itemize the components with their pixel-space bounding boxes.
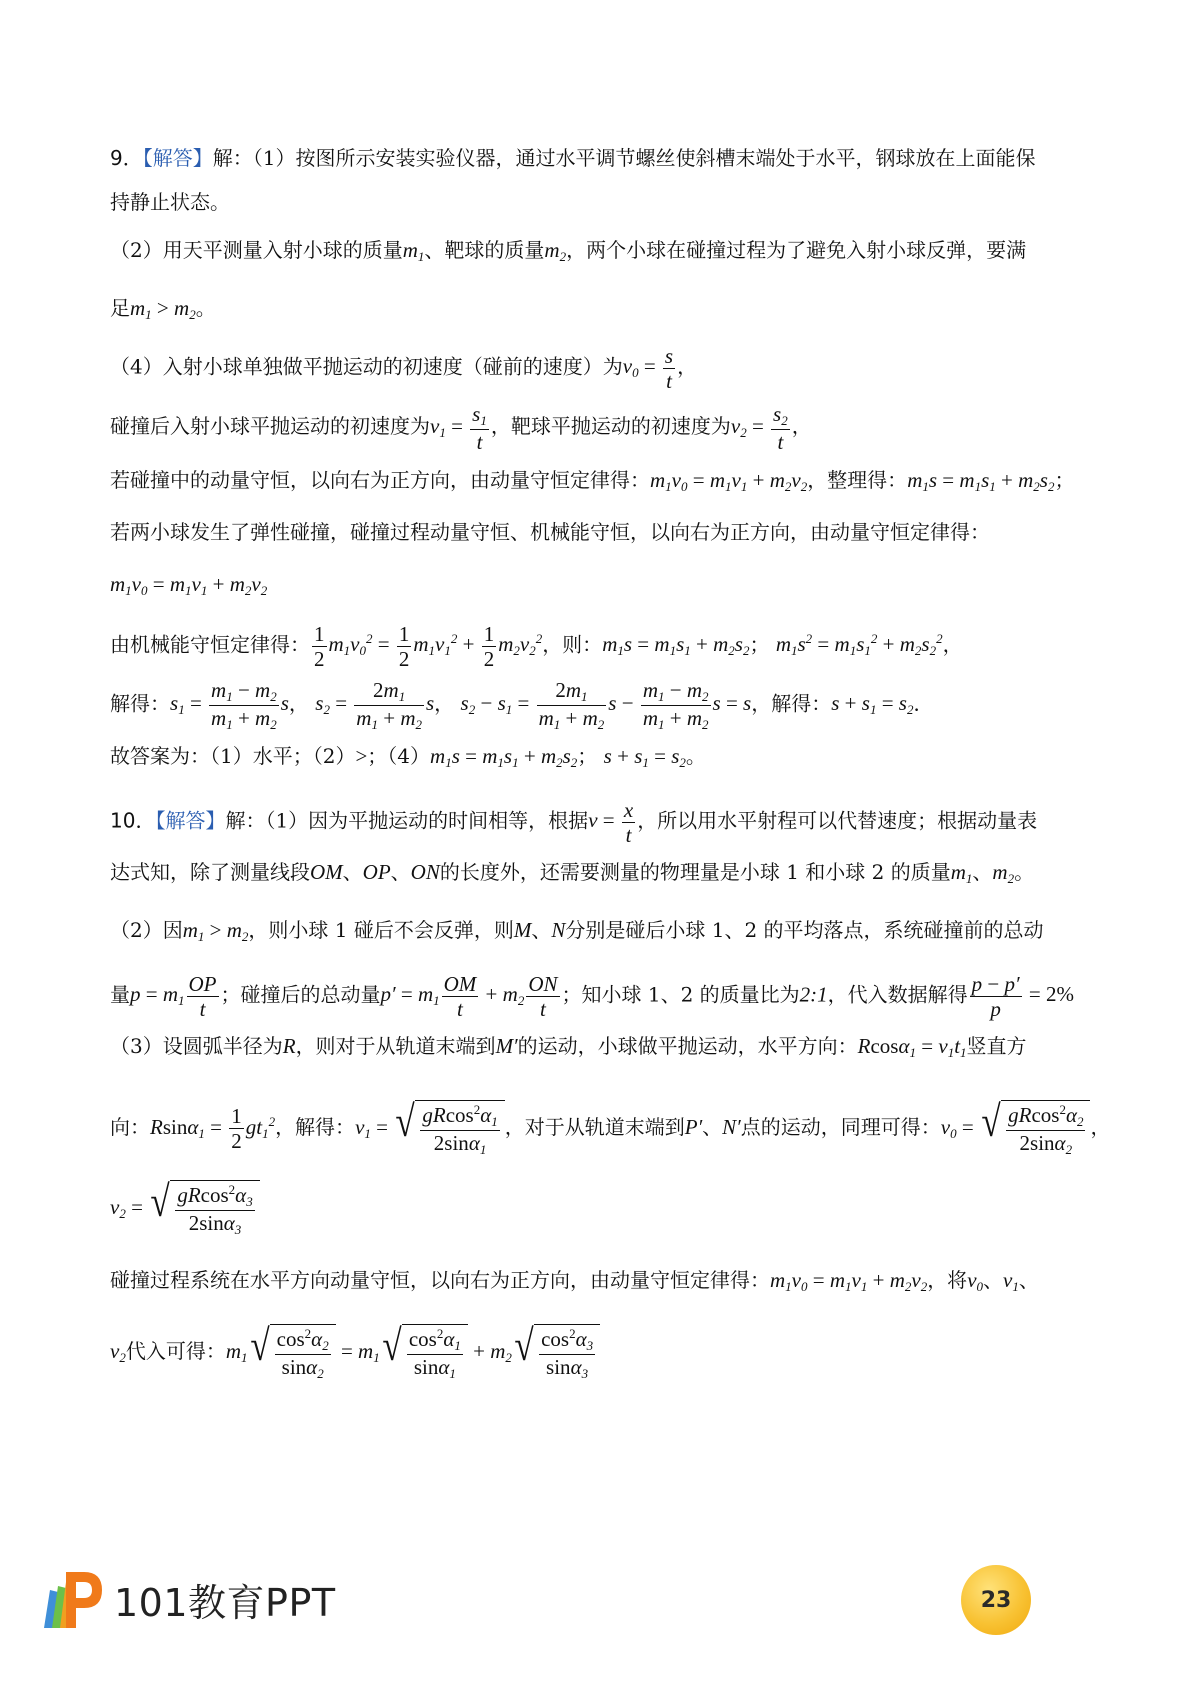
text: 分别是碰后小球 1、2 的平均落点，系统碰撞前的总动 [565,918,1044,942]
text: 碰撞后入射小球平抛运动的初速度为 [110,413,430,438]
q9-line-9 [110,574,267,597]
formula: $m_2$ [544,238,567,264]
q10-line-7 [110,1177,260,1238]
formula: $s_2 - s_1$ = $\frac{2m_1}{m_1 + m_2}$ s − $\frac{m_1 - m_2}{m_1 + m_2}$ s = s [460,678,752,732]
text: ，对于从轨道末端到 [504,1114,685,1139]
formula: $v_1$ = √ $\frac{gRcos^2\alpha_1}{2\sin\alpha_1}$ [355,1115,505,1139]
q10-line-1 [110,798,1037,847]
page-number: 23 [980,1587,1012,1613]
formula: $m_1v_0 = m_1v_1 + m_2v_2$ [770,1268,928,1294]
text: ；知小球 1、2 的质量比为 [561,982,800,1007]
text: 点的运动，同理可得： [740,1114,941,1139]
text: 代入可得： [125,1338,226,1363]
text: 竖直方 [966,1034,1027,1058]
formula: $s_1$ = $\frac{m_1 - m_2}{m_1 + m_2}$ s [170,678,289,732]
q10-answer-tag: 【解答】 [155,808,226,833]
text: ，所以用水平射程可以代替速度；根据动量表 [637,808,1038,833]
text: 故答案为：（1）水平；（2） [110,744,356,768]
formula: $m_1v_0 = m_1v_1 + m_2v_2$ [110,572,268,598]
formula: $m_2$ [992,860,1015,886]
formula: $Rcos\alpha_1 = v_1t_1$ [857,1034,967,1060]
q10-line-5 [110,1036,1027,1059]
formula: $m_1 > m_2$ [130,296,196,322]
q9-line-2: 持静止状态。 [110,190,230,214]
text: ；碰撞后的总动量 [220,982,381,1007]
q9-line-7: 若碰撞中的动量守恒，以向右为正方向，由动量守恒定律得：$m_1v_0 = m_1v_1 + m_2v_2$，整理得：$m_1s = m_1s_1 + m_2s_2$； [110,468,1075,494]
text: ，两个小球在碰撞过程为了避免入射小球反弹，要满 [566,238,1027,262]
q9-line-6: 碰撞后入射小球平抛运动的初速度为$v_1$ = $\frac{s_1}{t}$ ，靶球平抛运动的初速度为$v_2$ = $\frac{s_2}{t}$ ， [110,402,812,454]
text: ，解得： [751,691,832,716]
text: ，则小球 1 碰后不会反弹，则 [248,918,514,942]
formula: $m_1v_0 = m_1v_1 + m_2v_2$ [650,468,808,494]
formula: $v_0$ [967,1268,984,1294]
q10-line-6: 向：Rsinα$_1$ = $\frac{1}{2}$ $gt_1^2$，解得：$v_1$ = √ $\frac{gRcos^2\alpha_1}{2\sin\alpha_1}$ ，对于从轨道末端到P′、N′点的运动，同理可得：$v_0$ = √ $\frac{gRcos^2\alpha_2}{2\sin\alpha_2}$ ， [110,1097,1111,1157]
formula: ON [410,860,440,884]
formula: $m_1s = m_1s_1 + m_2s_2$ [602,632,750,659]
text: 解得： [110,691,170,716]
formula: OM [310,860,343,884]
text: 达式知，除了测量线段 [110,860,310,884]
text: ，将 [927,1268,968,1292]
formula: P′ [684,1114,703,1139]
q9-line-11: 解得：$s_1$ = $\frac{m_1 - m_2}{m_1 + m_2}$ s， $s_2$ = $\frac{2m_1}{m_1 + m_2}$ s， $s_2 - s_1$ = $\frac{2m_1}{m_1 + m_2}$ s − $\frac{m_1 - m_2}{m_1 + m_2}$ s = s，解得：$s + s_1 = s_2$． [110,678,934,732]
q9-answer-tag: 【解答】 [142,146,213,170]
text: 由机械能守恒定律得： [110,632,310,657]
text: 碰撞过程系统在水平方向动量守恒，以向右为正方向，由动量守恒定律得： [110,1268,770,1292]
result-value: 2% [1045,982,1074,1007]
q9-line-3 [110,240,1026,263]
q9-line-4 [110,298,216,321]
q9-line-1 [110,148,1035,168]
q10-line-4 [110,972,1074,1021]
formula: $v_0$ = √ $\frac{gRcos^2\alpha_2}{2\sin\alpha_2}$ [941,1115,1091,1139]
text: 的长度外，还需要测量的物理量是小球 1 和小球 2 的质量 [439,860,951,884]
text: （3）设圆弧半径为 [110,1034,283,1058]
text: 、靶球的质量 [424,238,545,262]
formula: $m_1s^2 = m_1s_1^2 + m_2s_2^2$ [775,631,943,659]
q9-text: 解：（1）按图所示安装实验仪器，通过水平调节螺丝使斜槽末端处于水平，钢球放在上面能保 [212,146,1036,170]
q9-line-5: （4）入射小球单独做平抛运动的初速度（碰前的速度）为$v_0$ = $\frac{s}{t}$ ， [110,344,698,394]
q10-number: 10． [110,808,156,833]
text: 解：（1）因为平抛运动的时间相等，根据 [225,808,589,833]
formula: $m_1 > m_2$ [182,918,249,944]
text: 向： [110,1114,150,1139]
text: ，代入数据解得 [827,982,968,1007]
q10-line-9 [110,1321,600,1382]
formula: $s_2$ = $\frac{2m_1}{m_1 + m_2}$ s [315,678,435,732]
page-number-badge [961,1565,1031,1635]
formula: $s + s_1 = s_2$ [603,744,686,770]
text: ，解得： [275,1114,356,1139]
formula: $p' = m_1$ $\frac{OM}{t}$ + $m_2$ $\frac{ON}{t}$ [380,972,558,1022]
text: ，则对于从轨道末端到 [295,1034,496,1058]
text: 。 [195,296,216,320]
text: ；（4） [367,744,431,768]
formula: $v_1$ = $\frac{s_1}{t}$ [430,402,487,454]
text: （2）因 [110,918,183,942]
ratio: 2:1 [799,982,828,1007]
formula: $v_0$ = $\frac{s}{t}$ [622,344,674,394]
q9-line-8: 若两小球发生了弹性碰撞，碰撞过程动量守恒、机械能守恒，以向右为正方向，由动量守恒定律得： [110,520,990,544]
formula: $m_1$ [950,860,973,886]
text: ，靶球平抛运动的初速度为 [490,413,731,438]
formula: $v_2$ [110,1338,126,1365]
formula: M [513,918,532,942]
text: 若碰撞中的动量守恒，以向右为正方向，由动量守恒定律得： [110,468,650,492]
q10-line-3: （2）因$m_1 > m_2$，则小球 1 碰后不会反弹，则M、N分别是碰后小球 1、2 的平均落点，系统碰撞前的总动 [110,918,1044,944]
text: 的运动，小球做平抛运动，水平方向： [517,1034,858,1058]
formula: $s + s_1 = s_2$ [831,691,914,718]
q9-number: 9． [110,146,143,170]
formula: > [355,744,368,768]
formula: R [282,1034,296,1058]
formula: N [551,918,566,942]
formula: $m_1s = m_1s_1 + m_2s_2$ [430,744,578,770]
text: （2）用天平测量入射小球的质量 [110,238,403,262]
formula: $m_1s = m_1s_1 + m_2s_2$ [907,468,1055,494]
brand-logo [36,1566,336,1632]
formula: N′ [722,1114,741,1139]
text: 量 [110,982,130,1007]
q9-line-12: 故答案为：（1）水平；（2）>；$(4)m_1s = m_1s_1 + m_2s_2$； $s + s_1 = s_2$。 [110,744,706,770]
formula: $\frac{1}{2}$ $m_1v_0^2$ = $\frac{1}{2}$ $m_1v_1^2$ + $\frac{1}{2}$ $m_2v_2^2$ [314,622,543,672]
formula: $p = m_1$ $\frac{OP}{t}$ [130,972,217,1022]
text: ，整理得： [807,468,908,492]
q10-line-8: 碰撞过程系统在水平方向动量守恒，以向右为正方向，由动量守恒定律得：$m_1v_0 = m_1v_1 + m_2v_2$，将$v_0$、$v_1$、 [110,1268,1039,1294]
text: ，则： [542,632,603,657]
formula: $v_1$ [1003,1268,1019,1294]
formula: Rsinα$_1$ = $\frac{1}{2}$ $gt_1^2$ [150,1104,276,1154]
formula: M′ [495,1034,518,1058]
formula: v = $\frac{x}{t}$ [588,798,634,848]
logo-text: 101教育PPT [114,1580,336,1625]
formula: OP [362,860,391,884]
q10-line-2: 达式知，除了测量线段OM、OP、ON的长度外，还需要测量的物理量是小球 1 和小球 2 的质量$m_1$、$m_2$。 [110,860,1035,886]
formula: $\frac{p - p'}{p}$ = 2% [971,972,1074,1022]
text: 足 [110,296,130,320]
formula: $v_2$ = √ $\frac{gRcos^2\alpha_3}{2\sin\alpha_3}$ [110,1195,260,1219]
formula: $m_1$ [402,238,425,264]
formula: $m_1$ √ $\frac{\cos^2\alpha_2}{\sin\alpha_2}$ = $m_1$ √ $\frac{\cos^2\alpha_1}{\sin\alpha_1}$ + $m_2$ √ $\frac{\cos^2\alpha_3}{\sin\alpha_3}$ [226,1339,600,1363]
q9-line-10: 由机械能守恒定律得： $\frac{1}{2}$ $m_1v_0^2$ = $\frac{1}{2}$ $m_1v_1^2$ + $\frac{1}{2}$ $m_2v_2^2$，则：$m_1s = m_1s_1 + m_2s_2$； $m_1s^2 = m_1s_1^2 + m_2s_2^2$， [110,622,963,672]
text: （4）入射小球单独做平抛运动的初速度（碰前的速度）为 [110,354,623,379]
logo-icon [36,1566,106,1632]
formula: $v_2$ = $\frac{s_2}{t}$ [730,402,788,454]
